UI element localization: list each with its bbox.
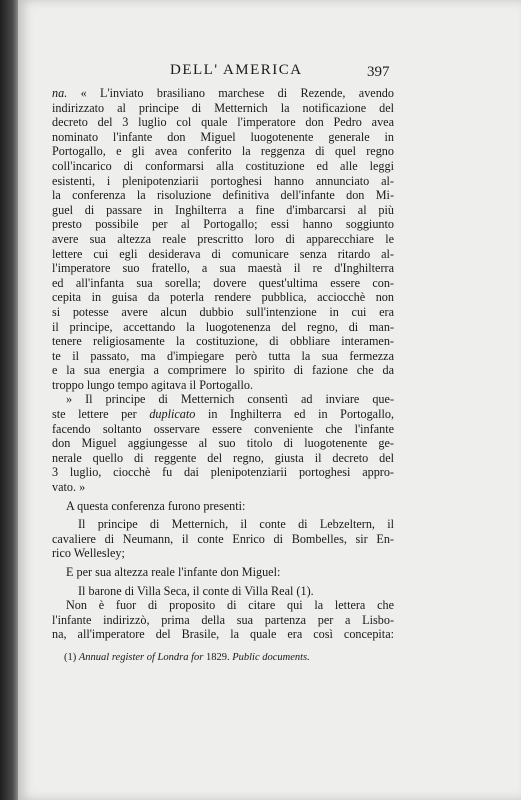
text-line: avere sua altezza reale prescritto loro di apparecchiare le	[52, 231, 394, 246]
page-number: 397	[367, 64, 390, 80]
text-line: indirizzato al principe di Metternich la notificazione del	[52, 100, 394, 115]
text-line: Portogallo, e gli avea conferito la reggenza di quel regno	[52, 144, 394, 159]
text-line: e la sua energia a comprimere lo spirito di fazione che da	[52, 363, 394, 378]
footnote-source: Annual register of Londra for	[78, 652, 204, 663]
text-line: facendo soltanto osservare essere conveniente che l'infante	[52, 421, 394, 436]
text-line: Il principe di Metternich, il conte di Lebzeltern, il	[78, 517, 394, 532]
text-line: vato. »	[52, 480, 86, 495]
text-line: cavaliere di Neumann, il conte Enrico di Bombelles, sir En-	[52, 531, 394, 546]
text-line: presto possibile per al Portogallo; essi hanno soggiunto	[52, 217, 394, 232]
text-line: A questa conferenza furono presenti:	[66, 498, 246, 513]
text-line: coll'incarico di conformarsi alla costituzione ed alle leggi	[52, 158, 394, 173]
text-line: cepita in guisa da poterla rendere pubblica, acciocchè non	[52, 290, 394, 305]
text-line: tenere religiosamente la costituzione, di obbliare interamen-	[52, 334, 394, 349]
page-header	[170, 62, 400, 84]
text-line: ed all'infanta sua sorella; dovere quest'ultima essere con-	[52, 275, 394, 290]
text-line: troppo lungo tempo agitava il Portogallo.	[52, 377, 254, 392]
text-line: esistenti, i plenipotenziarii portoghesi hanno annunciato al-	[52, 173, 394, 188]
text-line: don Miguel aggiungesse al suo titolo di luogotenente ge-	[52, 436, 394, 451]
text-line: te il passato, ma d'impiegare però tutta la sua fermezza	[52, 348, 394, 363]
footnote-year: 1829.	[205, 652, 230, 663]
text-line: guel di passare in Inghilterra a fine d'imbarcarsi al più	[52, 202, 394, 217]
book-gutter-shadow	[0, 0, 18, 800]
text-line: rico Wellesley;	[52, 546, 125, 561]
text-line: Non è fuor di proposito di citare qui la lettera che	[66, 598, 394, 613]
text-line: il principe, accettando la luogotenenza del regno, di man-	[52, 319, 394, 334]
footnote-note: Public documents.	[232, 652, 310, 663]
text-line: la conferenza la risoluzione definitiva dell'infante don Mi-	[52, 188, 394, 203]
footnote-marker: (1)	[64, 652, 77, 663]
text-line: » Il principe di Metternich consentì ad inviare que-	[66, 392, 394, 407]
body-text	[52, 86, 394, 642]
text-line: l'infante indirizzò, prima della sua partenza per a Lisbo-	[52, 612, 394, 627]
text-line: Il barone di Villa Seca, il conte di Villa Real (1).	[78, 583, 314, 598]
text-line: nerale quello di reggente del regno, giusta il decreto del	[52, 450, 394, 465]
text-line: decreto del 3 luglio col quale l'imperatore don Pedro avea	[52, 115, 394, 130]
text-line: 3 luglio, ciocchè fu dai plenipotenziarii portoghesi appro-	[52, 465, 394, 480]
text-line: na. « L'inviato brasiliano marchese di Rezende, avendo	[52, 86, 394, 100]
text-line: si potesse avere alcun dubbio sull'intenzione in cui era	[52, 304, 394, 319]
text-line: na, all'imperatore del Brasile, la quale era così concepita:	[52, 627, 394, 642]
text-line: lettere cui egli desiderava di comunicare senza ritardo al-	[52, 246, 394, 261]
text-line: l'imperatore suo fratello, a sua maestà il re d'Inghilterra	[52, 261, 394, 276]
footnote	[64, 652, 394, 663]
text-line: nominato l'infante don Miguel luogotenente generale in	[52, 129, 394, 144]
text-line: ste lettere per duplicato in Inghilterra ed in Portogallo,	[52, 407, 394, 422]
text-line: E per sua altezza reale l'infante don Miguel:	[66, 565, 281, 579]
running-title: DELL' AMERICA	[170, 62, 303, 78]
